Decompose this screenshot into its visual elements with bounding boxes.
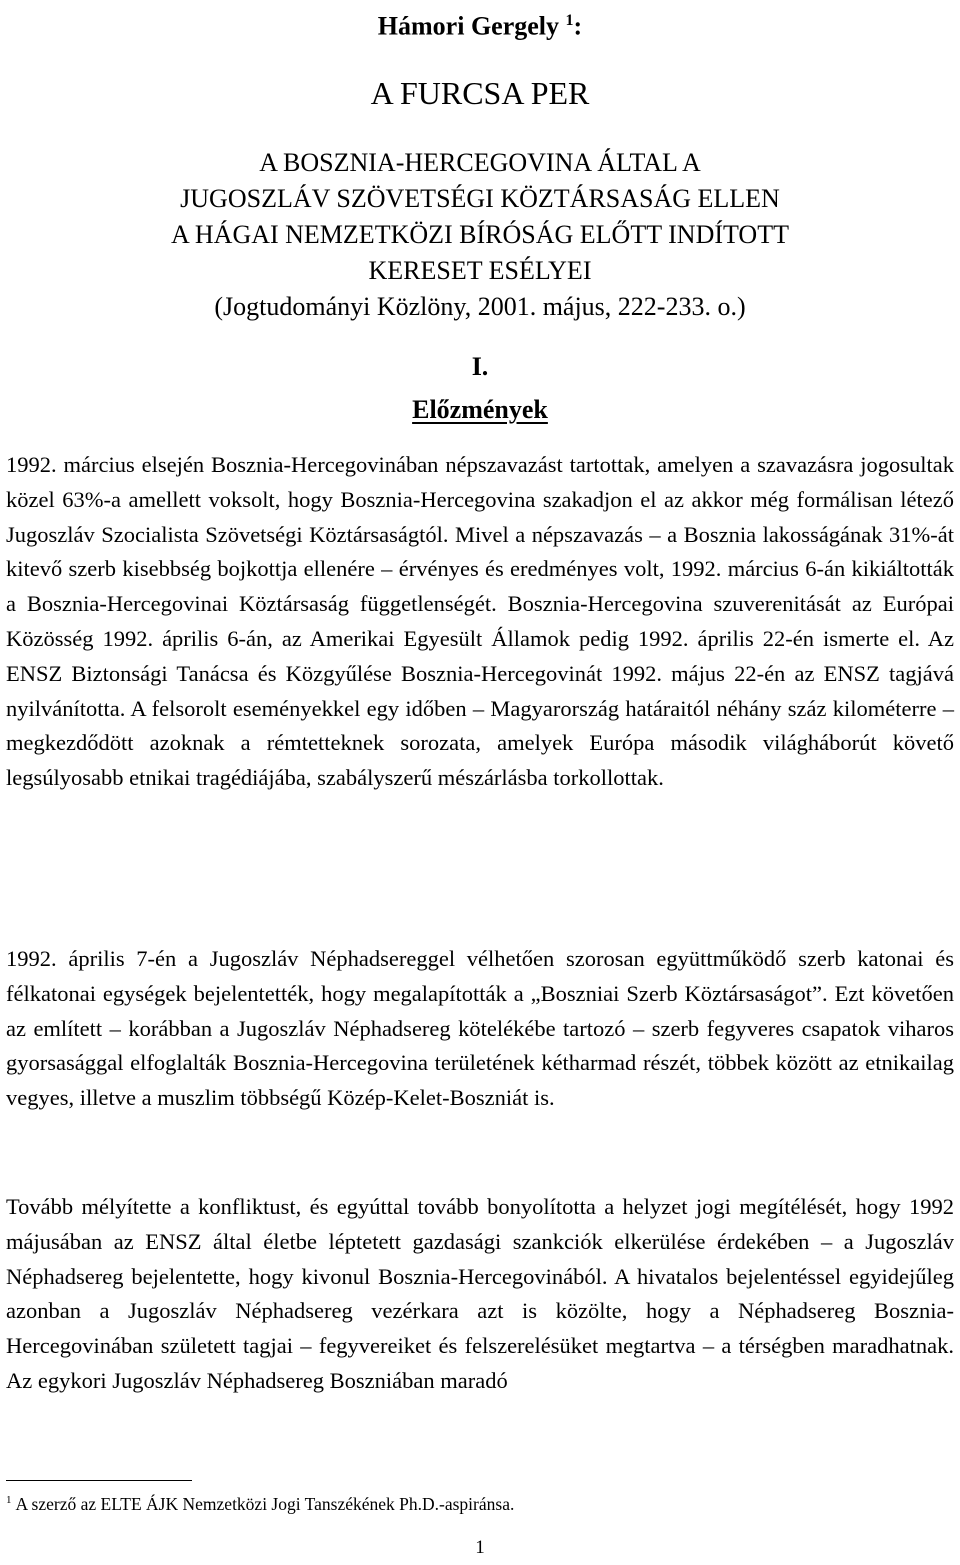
- citation-line: (Jogtudományi Közlöny, 2001. május, 222-233. o.): [214, 292, 746, 321]
- footnote: [6, 1488, 946, 1516]
- page-number: 1: [475, 1537, 485, 1558]
- article-title: A FURCSA PER: [370, 75, 590, 111]
- author-name: Hámori Gergely: [377, 11, 560, 41]
- article-subtitle: [0, 145, 960, 325]
- author-heading: [0, 4, 960, 44]
- subtitle-line: JUGOSZLÁV SZÖVETSÉGI KÖZTÁRSASÁG ELLEN: [180, 184, 780, 213]
- footnote-text: A szerző az ELTE ÁJK Nemzetközi Jogi Tanszékének Ph.D.-aspiránsa.: [15, 1493, 515, 1514]
- body-paragraph: 1992. április 7-én a Jugoszláv Néphadsereggel vélhetően szorosan együttműködő szerb katonai és félkatonai egységek bejelentették, hogy megalapították a „Boszniai Szerb Köztársaságot”. Ezt követően az említett – korábban a Jugoszláv Néphadsereg kötelékébe tartozó – szerb fegyveres csapatok viharos gyorsasággal elfoglalták Bosznia-Hercegovina területének kétharmad részét, többek között az etnikailag vegyes, illetve a muszlim többségű Közép-Kelet-Boszniát is.: [6, 946, 954, 1111]
- subtitle-line: A HÁGAI NEMZETKÖZI BÍRÓSÁG ELŐTT INDÍTOTT: [171, 220, 789, 249]
- footnote-divider: [6, 1480, 192, 1481]
- footnote-mark: 1: [6, 1494, 12, 1506]
- chapter-title: Előzmények: [412, 395, 548, 424]
- subtitle-line: A BOSZNIA-HERCEGOVINA ÁLTAL A: [259, 148, 701, 177]
- body-paragraph: 1992. március elsején Bosznia-Hercegovinában népszavazást tartottak, amelyen a szavazásra jogosultak közel 63%-a amellett voksolt, hogy Bosznia-Hercegovina szakadjon el az akkor még formálisan létező Jugoszláv Szocialista Szövetségi Köztársaságtól. Mivel a népszavazás – a Bosznia lakosságának 31%-át kitevő szerb kisebbség bojkottja ellenére – érvényes és eredményes volt, 1992. március 6-án kikiáltották a Bosznia-Hercegovinai Köztársaság függetlenségét. Bosznia-Hercegovina szuverenitását az Európai Közösség 1992. április 6-án, az Amerikai Egyesült Államok pedig 1992. április 22-én ismerte el. Az ENSZ Biztonsági Tanácsa és Közgyűlése Bosznia-Hercegovinát 1992. május 22-én az ENSZ tagjává nyilvánította. A felsorolt eseményekkel egy időben – Magyarország határaitól néhány száz kilométerre – megkezdődött azoknak a rémtetteknek sorozata, amelyek Európa második világháborút követő legsúlyosabb etnikai tragédiájába, szabályszerű mészárlásba torkollottak.: [6, 452, 954, 791]
- body-paragraph: Tovább mélyítette a konfliktust, és egyúttal tovább bonyolította a helyzet jogi megítélését, hogy 1992 májusában az ENSZ által életbe léptetett gazdasági szankciók elkerülése érdekében – a Jugoszláv Néphadsereg bejelentette, hogy kivonul Bosznia-Hercegovinából. A hivatalos bejelentéssel egyidejűleg azonban a Jugoszláv Néphadsereg vezérkara azt is közölte, hogy a Néphadsereg Bosznia-Hercegovinában született tagjai – fegyvereiket és felszerelésüket megtartva – a térségben maradhatnak. Az egykori Jugoszláv Néphadsereg Boszniában maradó: [6, 1194, 954, 1393]
- subtitle-line: KERESET ESÉLYEI: [368, 256, 592, 285]
- author-suffix: :: [573, 11, 583, 41]
- author-footnote-mark[interactable]: 1: [565, 12, 574, 29]
- chapter-number: I.: [471, 352, 489, 381]
